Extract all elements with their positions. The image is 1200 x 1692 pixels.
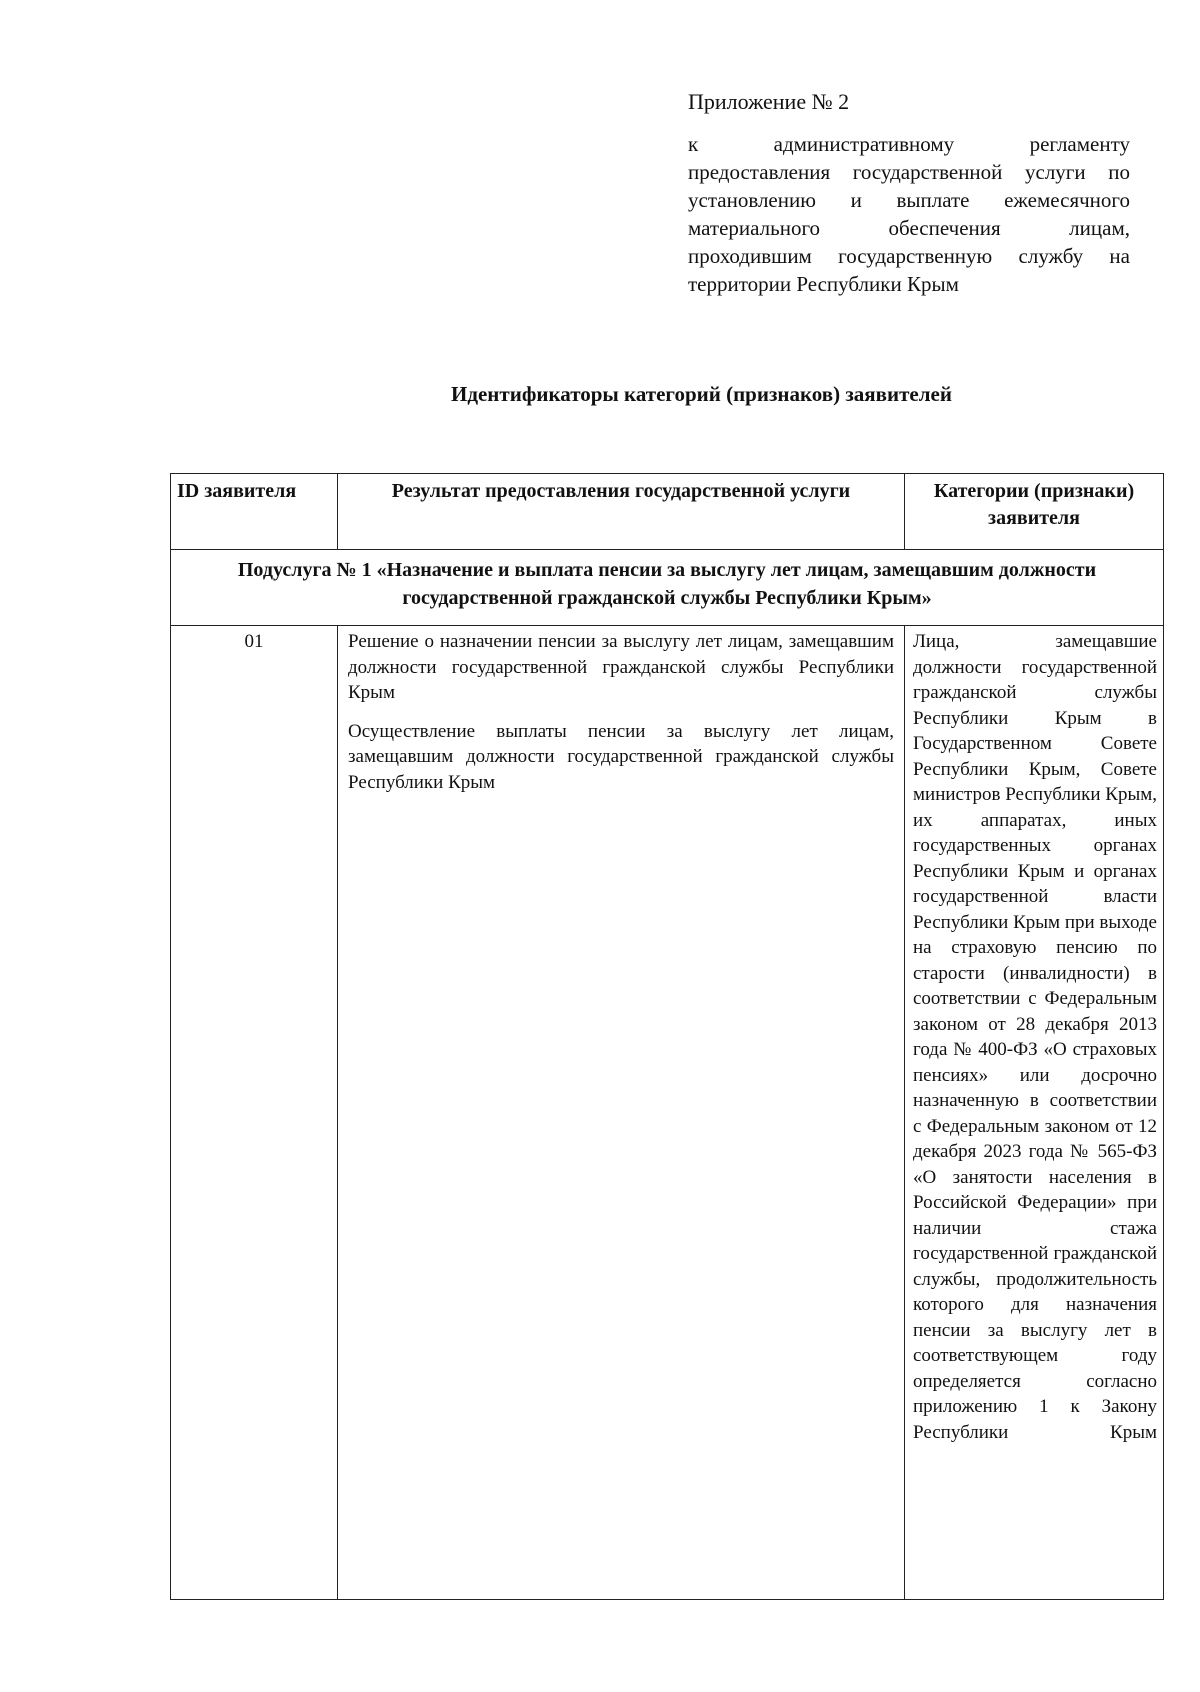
subservice-row <box>171 550 1164 626</box>
category-cell: Лица, замещавшие должности государственной гражданской службы Республики Крым в Государственном Совете Республики Крым, Совете министров Республики Крым, их аппаратах, иных государственных органах Республики Крым и органах государственной власти Республики Крым при выходе на страховую пенсию по старости (инвалидности) в соответствии с Федеральным законом от 28 декабря 2013 года № 400-ФЗ «О страховых пенсиях» или досрочно назначенную в соответствии с Федеральным законом от 12 декабря 2023 года № 565-ФЗ «О занятости населения в Российской Федерации» при наличии стажа государственной гражданской службы, продолжительность которого для назначения пенсии за выслугу лет в соответствующем году определяется согласно приложению 1 к Закону Республики Крым <box>905 626 1164 1600</box>
subservice-title: Подуслуга № 1 «Назначение и выплата пенсии за выслугу лет лицам, замещавшим должности государственной гражданской службы Республики Крым» <box>171 550 1164 626</box>
header-id: ID заявителя <box>171 474 338 550</box>
document-title: Идентификаторы категорий (признаков) заявителей <box>451 382 952 406</box>
appendix-text: к административному регламенту предоставления государственной услуги по установлению и выплате ежемесячного материального обеспечения лицам, проходившим государственную службу на территории Республики Крым <box>688 132 1130 296</box>
applicant-id: 01 <box>171 626 338 1600</box>
result-text-2: Осуществление выплаты пенсии за выслугу лет лицам, замещавшим должности государственной гражданской службы Республики Крым <box>348 720 894 793</box>
table-row <box>171 626 1164 1600</box>
header-category: Категории (признаки) заявителя <box>905 474 1164 550</box>
appendix-block <box>688 88 1130 298</box>
identifiers-table <box>170 473 1164 1600</box>
result-cell <box>338 626 905 1600</box>
appendix-title: Приложение № 2 <box>688 89 850 114</box>
result-text-1: Решение о назначении пенсии за выслугу лет лицам, замещавшим должности государственной гражданской службы Республики Крым <box>348 631 894 703</box>
table-header-row <box>171 474 1164 550</box>
header-result: Результат предоставления государственной услуги <box>338 474 905 550</box>
